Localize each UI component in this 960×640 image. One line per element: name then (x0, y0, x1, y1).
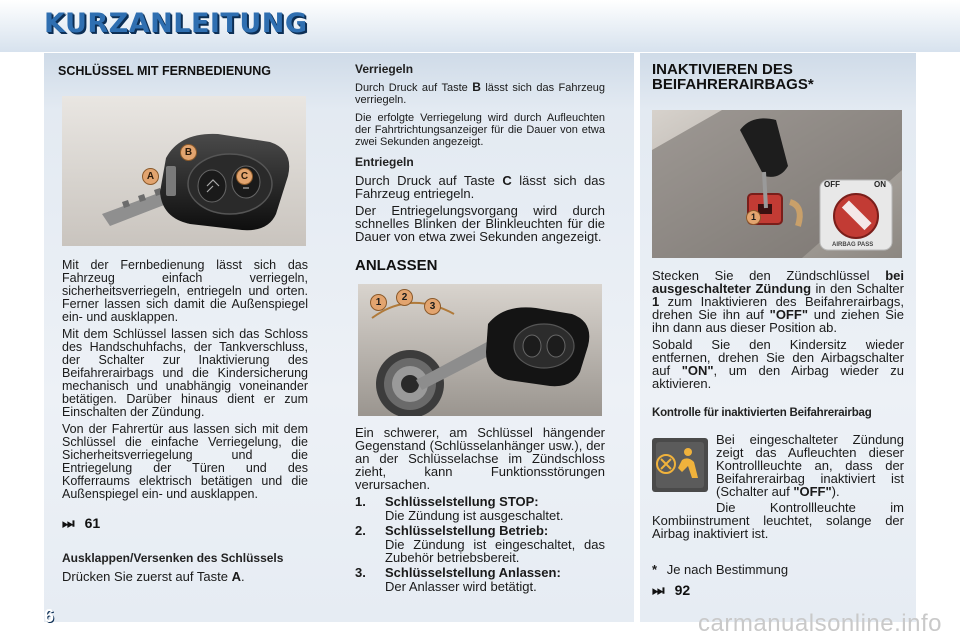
airbag-p1-text-4: und ziehen Sie ihn dann aus dieser Position ab. (652, 307, 904, 335)
key-label-c: C (236, 168, 253, 185)
airbag-switch-illustration (652, 110, 902, 258)
airbag-section-title (652, 62, 912, 92)
key-paragraph-2: Mit dem Schlüssel lassen sich das Schloss des Handschuhfachs, der Tankverschluss, der Schalter zur Inaktivierung des Beifahrerairbags und die Kindersicherung mechanisch und unabhängig voneinander betätigen. Darüber hinaus dient er zum Einschalten der Zündung. (62, 327, 308, 419)
key-position-start-label: Schlüsselstellung Anlassen: (385, 565, 561, 580)
start-position-1-label: 1 (370, 294, 387, 311)
airbag-control-text (716, 433, 904, 498)
airbag-p1-text-3: zum Inaktivieren des Beifahrerairbags, drehen Sie ihn auf (652, 294, 904, 322)
airbag-title-line-2: BEIFAHRERAIRBAGS* (652, 76, 814, 93)
key-position-stop-number: 1. (355, 494, 366, 509)
airbag-control-text-2: Die Kontrollleuchte im Kombiinstrument leuchtet, solange der Airbag inaktiviert ist. (652, 500, 904, 541)
airbag-p1-bold-1: bei ausgeschalteter Zündung (652, 268, 904, 296)
airbag-p2-bold-1: "ON" (681, 363, 714, 378)
footnote-text: Je nach Bestimmung (666, 562, 789, 577)
page-reference-92[interactable] (652, 582, 690, 599)
key-position-run (355, 524, 605, 564)
key-paragraph-3: Von der Fahrertür aus lassen sich mit dem Schlüssel die einfache Verriegelung, die Sicherheitsverriegelung und die Entriegelung der Türen und des Kofferraums elektrisch betätigen und die Außenspiegel ein- und ausklappen. (62, 422, 308, 501)
switch-caption: AIRBAG PASS (832, 242, 874, 248)
fold-key-letter: A (231, 569, 241, 584)
airbag-p1-bold-2: 1 (652, 294, 660, 309)
fast-forward-icon: ⏭ (62, 515, 75, 531)
lock-note: Die erfolgte Verriegelung wird durch Aufleuchten der Fahrtrichtungsanzeiger für die Dauer von etwa zwei Sekunden angezeigt. (355, 112, 605, 148)
key-position-start-desc: Der Anlasser wird betätigt. (385, 579, 537, 594)
ignition-key-illustration (358, 284, 602, 416)
unlock-note: Der Entriegelungsvorgang wird durch schnelles Blinken der Blinkleuchten für die Dauer von etwa zwei Sekunden angezeigt. (355, 203, 605, 244)
unlock-text-prefix: Durch Druck auf Taste (355, 173, 495, 188)
airbag-p2-text-2: , um den Airbag wieder zu aktivieren. (652, 363, 904, 391)
lock-unlock-section (355, 63, 605, 243)
fold-key-section (62, 552, 308, 583)
start-position-3-label: 3 (424, 298, 441, 315)
airbag-instruction-1 (652, 269, 904, 334)
airbag-title-line-1: INAKTIVIEREN DES (652, 61, 793, 78)
lock-title: Verriegeln (355, 62, 414, 76)
unlock-text-suffix: lässt sich das Fahrzeug entriegeln. (355, 173, 605, 201)
airbag-p1-text-2: in den Schalter (815, 281, 904, 296)
lock-key-letter: B (472, 80, 481, 94)
switch-step-label: 1 (746, 210, 761, 225)
airbag-instructions (652, 269, 904, 394)
key-label-a: A (142, 168, 159, 185)
key-position-stop (355, 495, 605, 522)
start-warning: Ein schwerer, am Schlüssel hängender Gegenstand (Schlüsselanhänger usw.), der an der Schlüsselachse im Zündschloss zieht, kann Funktionsstörungen verursachen. (355, 425, 605, 492)
unlock-title: Entriegeln (355, 155, 414, 169)
airbag-control-off-label: "OFF" (793, 484, 832, 499)
airbag-p1-text-1: Stecken Sie den Zündschlüssel (652, 268, 870, 283)
fast-forward-icon: ⏭ (652, 582, 665, 598)
footnote-star: * (652, 562, 658, 577)
unlock-key-letter: C (502, 173, 512, 188)
airbag-control-description: Bei eingeschalteter Zündung zeigt das Aufleuchten dieser Kontrollleuchte an, dass der Beifahrerairbag inaktiviert ist (Schalter auf (716, 432, 904, 499)
remote-key-illustration (62, 96, 306, 246)
page-reference-61[interactable] (62, 515, 100, 532)
airbag-control-title-wrap (652, 407, 912, 420)
key-position-start-number: 3. (355, 565, 366, 580)
airbag-instruction-2 (652, 338, 904, 390)
lock-text-suffix: lässt sich das Fahrzeug verriegeln. (355, 82, 605, 106)
page-title: KURZANLEITUNG (44, 8, 308, 39)
key-position-run-number: 2. (355, 523, 366, 538)
fold-key-title: Ausklappen/Versenken des Schlüssels (62, 551, 284, 565)
page-reference-number: 61 (84, 515, 101, 531)
unlock-text (355, 174, 605, 200)
lock-text (355, 81, 605, 106)
page-reference-number: 92 (674, 582, 691, 598)
start-section-title: ANLASSEN (355, 257, 438, 274)
key-position-stop-desc: Die Zündung ist ausgeschaltet. (385, 508, 564, 523)
key-section-title: SCHLÜSSEL MIT FERNBEDIENUNG (58, 64, 271, 78)
watermark-text: carmanualsonline.info (698, 610, 942, 637)
fold-key-prefix: Drücken Sie zuerst auf Taste (62, 569, 228, 584)
key-position-run-label: Schlüsselstellung Betrieb: (385, 523, 549, 538)
switch-off-label: OFF (824, 180, 840, 189)
airbag-control-end: ). (831, 484, 840, 499)
airbag-p1-bold-3: "OFF" (769, 307, 808, 322)
start-position-2-label: 2 (396, 289, 413, 306)
switch-on-label: ON (874, 180, 886, 189)
fold-key-suffix: . (240, 569, 245, 584)
key-label-b: B (180, 144, 197, 161)
airbag-control-title: Kontrolle für inaktivierten Beifahrerairbag (652, 407, 872, 419)
key-section-title-wrap (58, 65, 308, 78)
key-position-run-desc: Die Zündung ist eingeschaltet, das Zubehör betriebsbereit. (385, 537, 605, 565)
key-position-stop-label: Schlüsselstellung STOP: (385, 494, 539, 509)
key-position-start (355, 566, 605, 593)
airbag-off-warning-lamp-icon (652, 438, 708, 492)
footnote (652, 562, 788, 577)
fold-key-text (62, 570, 308, 583)
start-section-body (355, 426, 605, 593)
key-paragraph-1: Mit der Fernbedienung lässt sich das Fahrzeug einfach verriegeln, sicherheitsverriegeln, entriegeln und orten. Ferner lassen sich damit die Außenspiegel ein- und ausklappen. (62, 258, 308, 324)
lock-text-prefix: Durch Druck auf Taste (355, 82, 468, 94)
key-description (62, 259, 308, 505)
page-number: 6 (44, 606, 55, 626)
airbag-p2-text-1: Sobald Sie den Kindersitz wieder entfernen, drehen Sie den Airbagschalter auf (652, 337, 904, 378)
